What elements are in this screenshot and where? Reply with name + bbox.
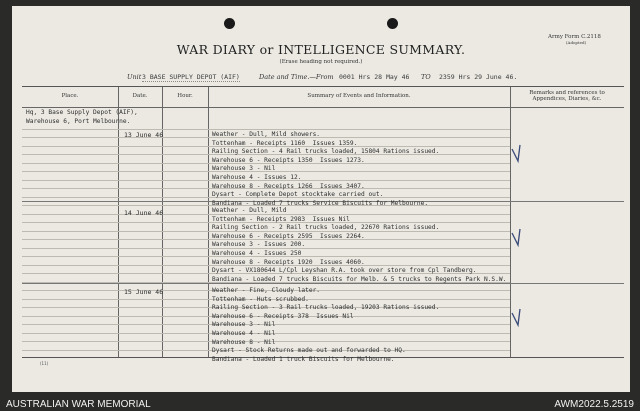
- entry-date: 14 June 46: [124, 209, 164, 217]
- footer-institution: AUSTRALIAN WAR MEMORIAL: [6, 399, 151, 410]
- place-cell: Hq, 3 Base Supply Depot (AIF), Warehouse 6, Port Melbourne.: [26, 109, 138, 125]
- page-subtitle: (Erase heading not required.): [279, 59, 363, 65]
- unit-value: 3 BASE SUPPLY DEPOT (AIF): [142, 73, 240, 81]
- footer-catalog-id: AWM2022.5.2519: [554, 399, 634, 410]
- tick-mark-icon: [508, 307, 528, 329]
- date-time-label: Date and Time.—From: [259, 73, 334, 81]
- col-header-hour: Hour.: [177, 93, 193, 99]
- army-form-number: Army Form C.2118 (Adopted): [548, 34, 601, 45]
- diary-sheet: [12, 6, 630, 392]
- col-header-place: Place.: [61, 93, 79, 99]
- tick-mark-icon: [508, 227, 528, 249]
- tick-mark-icon: [508, 143, 528, 165]
- col-header-summary: Summary of Events and Information.: [307, 93, 411, 99]
- page-title: WAR DIARY or INTELLIGENCE SUMMARY.: [176, 42, 466, 57]
- to-label: TO: [421, 73, 431, 81]
- entry-date: 15 June 46: [124, 288, 164, 296]
- entry-date: 13 June 46: [124, 131, 164, 139]
- unit-label: Unit: [127, 73, 142, 81]
- punch-hole: [224, 18, 235, 29]
- entry-summary: Weather - Fine, Cloudy later. Tottenham - Huts scrubbed. Railing Section - 3 Rail trucks loaded, 19203 Rations issued. Warehouse 6 - Receipts 378 Issues Nil Warehouse 3 - Nil Warehouse 4 - Nil Warehouse 8 - Nil Dysart - Stock Returns made out and forwarded to HQ. Bandiana - Loaded 1 truck Biscuits for Melbourne.: [212, 287, 440, 363]
- entry-summary: Weather - Dull, Mild Tottenham - Receipts 2983 Issues Nil Railing Section - 2 Rail trucks loaded, 22670 Rations issued. Warehouse 6 - Receipts 2595 Issues 2264. Warehouse 3 - Issues 200. Warehouse 4 - Issues 250 Warehouse 8 - Receipts 1920 Issues 4060. Dysart - VX180644 L/Cpl Leyshan R.A. took over store from Cpl Tandberg. Bandiana - Loaded 7 trucks Biscuits for Melb. & 5 trucks to Regents Park N.S.W.: [212, 207, 507, 283]
- entry-summary: Weather - Dull, Mild showers. Tottenham - Receipts 1160 Issues 1359. Railing Section - 4 Rail trucks loaded, 15804 Rations issued. Warehouse 6 - Receipts 1350 Issues 1273. Warehouse 3 - Nil Warehouse 4 - Issues 12. Warehouse 8 - Receipts 1266 Issues 3407. Dysart - Complete Depot stocktake carried out. Bandiana - Loaded 7 trucks Service Biscuits for Melbourne.: [212, 131, 440, 207]
- date-from: 0001 Hrs 28 May 46: [339, 73, 410, 81]
- punch-hole: [387, 18, 398, 29]
- diary-table: [22, 86, 624, 363]
- col-header-date: Date.: [132, 93, 148, 99]
- col-header-remarks: Remarks and references to Appendices, Diaries, &c.: [529, 90, 605, 102]
- form-footnote: (11): [40, 361, 49, 366]
- date-to: 2359 Hrs 29 June 46.: [439, 73, 518, 81]
- archive-footer: [0, 398, 640, 411]
